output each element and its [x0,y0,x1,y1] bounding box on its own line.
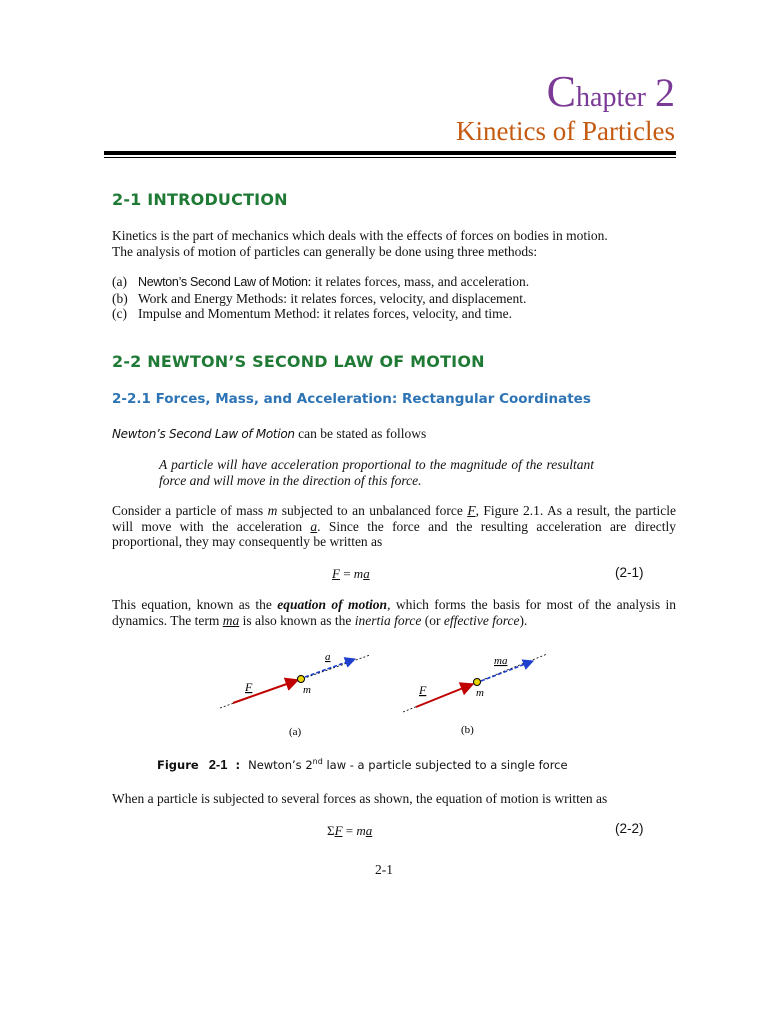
figure-2-1-diagram [215,640,555,745]
law-statement: A particle will have acceleration proportional to the magnitude of the resultant force and will move in the direction of this force. [159,457,594,488]
method-name: Impulse and Momentum Method [138,306,317,321]
panel-label-b: (b) [461,724,474,736]
particle-b [474,679,481,686]
accel-label-a: a [325,651,331,663]
intro-paragraph [112,228,676,259]
paragraph-particle: Consider a particle of mass m subjected to an unbalanced force F, Figure 2.1. As a result, the particle will move with the acceleration a. Since the force and the resulting acceleration are directly proportional, they may consequently be written as [112,503,676,549]
intro-line-2: The analysis of motion of particles can generally be done using three methods: [112,243,538,259]
chapter-label [546,67,675,116]
accel-label-b: ma [494,655,508,667]
chapter-number: 2 [655,70,675,115]
law-intro-line: Newton’s Second Law of Motion can be stated as follows [112,426,427,441]
method-name: Work and Energy Methods [138,290,284,306]
law-name: Newton’s Second Law of Motion [112,427,295,441]
chapter-header [456,67,675,146]
equation-2-1: F = ma [332,566,370,581]
particle-a [298,676,305,683]
mass-label-a: m [303,684,311,696]
method-name: Newton’s Second Law of Motion [138,275,308,289]
list-item: (a) Newton’s Second Law of Motion: it relates forces, mass, and acceleration. [112,274,530,289]
figure-panel-b [403,654,547,736]
equation-2-2: ΣF = ma [327,823,373,838]
equation-number-2-1: (2-1) [615,565,644,580]
figure-caption: Figure 2-1 : Newton’s 2nd law - a particle subjected to a single force [157,757,568,772]
list-item: (b) Work and Energy Methods: it relates forces, velocity, and displacement. [112,290,527,306]
force-arrow-a [233,680,298,703]
header-rule-thin [104,157,676,158]
section-heading-newton: 2-2 NEWTON’S SECOND LAW OF MOTION [112,352,485,371]
intro-line-1: Kinetics is the part of mechanics which deals with the effects of forces on bodies in motion. [112,228,608,243]
list-item: (c) Impulse and Momentum Method: it relates forces, velocity, and time. [112,306,513,321]
chapter-word-rest: hapter [576,82,646,113]
section-heading-introduction: 2-1 INTRODUCTION [112,190,288,209]
figure-panel-a [220,651,370,738]
chapter-title: Kinetics of Particles [456,116,675,146]
force-label-a: F [245,680,253,694]
mass-label-b: m [476,687,484,699]
header-rule-thick [104,151,676,155]
page-number: 2-1 [375,862,393,877]
chapter-initial: C [546,67,577,116]
paragraph-several-forces: When a particle is subjected to several forces as shown, the equation of motion is written as [112,791,608,806]
methods-list [112,274,529,322]
paragraph-equation-of-motion: This equation, known as the equation of motion, which forms the basis for most of the analysis in dynamics. The term ma is also known as the inertia force (or effective force). [112,597,677,628]
equation-number-2-2: (2-2) [615,821,644,836]
force-label-b: F [419,683,427,697]
panel-label-a: (a) [289,726,302,738]
subsection-heading: 2-2.1 Forces, Mass, and Acceleration: Rectangular Coordinates [112,391,591,407]
